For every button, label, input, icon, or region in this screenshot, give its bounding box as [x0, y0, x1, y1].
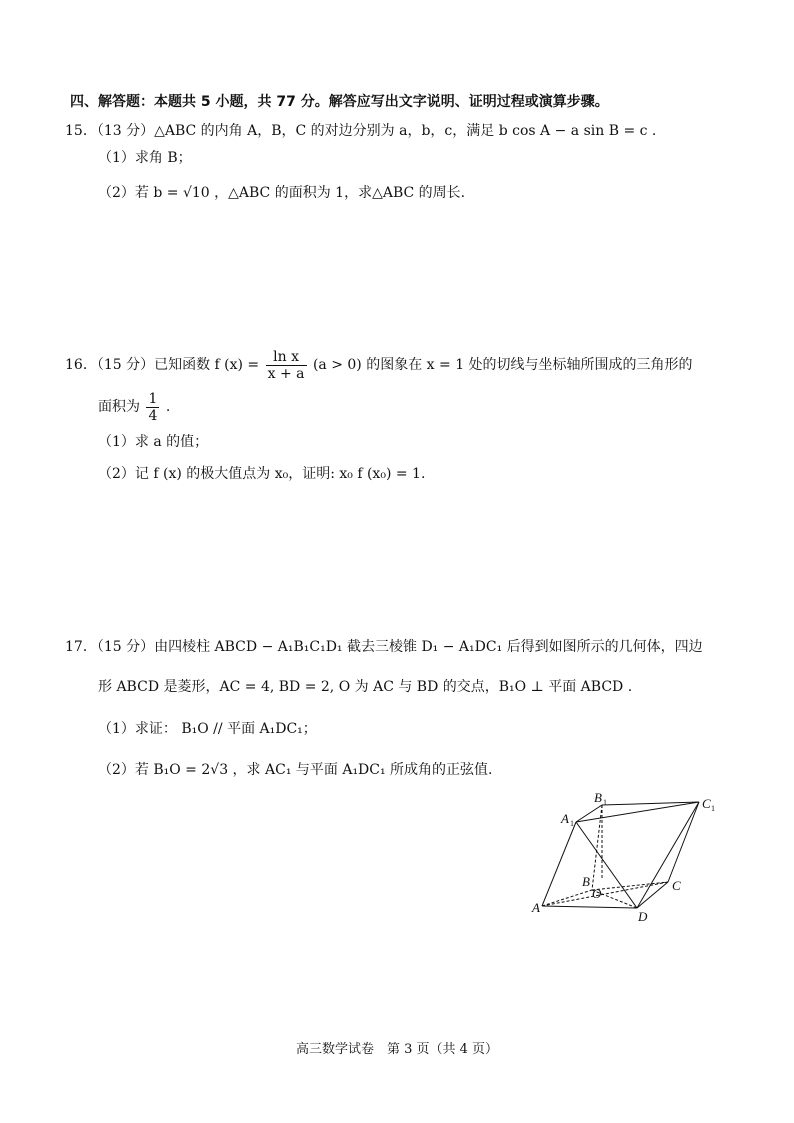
label-O: O — [592, 886, 602, 901]
question-16-part-1: （1）求 a 的值； — [98, 434, 209, 450]
section-header: 四、解答题：本题共 5 小题，共 77 分。解答应写出文字说明、证明过程或演算步骤。 — [70, 94, 609, 110]
question-16-stem-line-2 — [98, 390, 170, 424]
label-C1: C — [702, 796, 711, 811]
question-15-part-1: （1）求角 B； — [98, 150, 192, 166]
label-D: D — [638, 909, 648, 924]
label-B1-subscript: 1 — [603, 798, 607, 807]
geometry-figure — [528, 788, 728, 928]
fraction-numerator: 1 — [148, 390, 158, 407]
label-B: B — [582, 874, 590, 889]
question-15-stem: 15．（13 分）△ABC 的内角 A，B，C 的对边分别为 a，b，c，满足 b cos A − a sin B = c . — [65, 123, 657, 139]
label-C1-subscript: 1 — [711, 804, 715, 813]
question-17-stem-line-1: 17．（15 分）由四棱柱 ABCD − A₁B₁C₁D₁ 截去三棱锥 D₁ − A₁DC₁ 后得到如图所示的几何体，四边 — [65, 639, 703, 655]
question-16-area-label: 面积为 — [98, 399, 140, 415]
question-16-stem — [65, 348, 693, 382]
fraction-denominator: x + a — [267, 365, 305, 382]
question-16-period: . — [165, 399, 171, 415]
question-15-part-2: （2）若 b = √10 ，△ABC 的面积为 1，求△ABC 的周长. — [98, 185, 466, 201]
question-17-part-2: （2）若 B₁O = 2√3 ，求 AC₁ 与平面 A₁DC₁ 所成角的正弦值. — [98, 762, 493, 778]
label-B1: B — [594, 790, 602, 805]
question-16-part-2: （2）记 f (x) 的极大值点为 x₀，证明: x₀ f (x₀) = 1. — [98, 466, 426, 482]
page-footer: 高三数学试卷 第 3 页（共 4 页） — [295, 1042, 499, 1057]
fraction-denominator: 4 — [148, 407, 158, 424]
fraction-one-quarter — [146, 391, 159, 424]
question-17-stem-line-2: 形 ABCD 是菱形，AC = 4, BD = 2, O 为 AC 与 BD 的交点，B₁O ⊥ 平面 ABCD . — [98, 679, 633, 695]
question-17-part-1: （1）求证： B₁O // 平面 A₁DC₁； — [98, 721, 317, 737]
label-A: A — [532, 900, 540, 915]
label-A1-subscript: 1 — [570, 819, 574, 828]
fraction-lnx-over-x-plus-a — [266, 349, 307, 382]
label-C: C — [672, 878, 681, 893]
question-16-stem-before: 16．（15 分）已知函数 f (x) = — [65, 357, 260, 373]
fraction-numerator: ln x — [266, 349, 307, 366]
label-A1: A — [561, 811, 569, 826]
question-16-stem-after: (a > 0) 的图象在 x = 1 处的切线与坐标轴所围成的三角形的 — [312, 357, 693, 373]
